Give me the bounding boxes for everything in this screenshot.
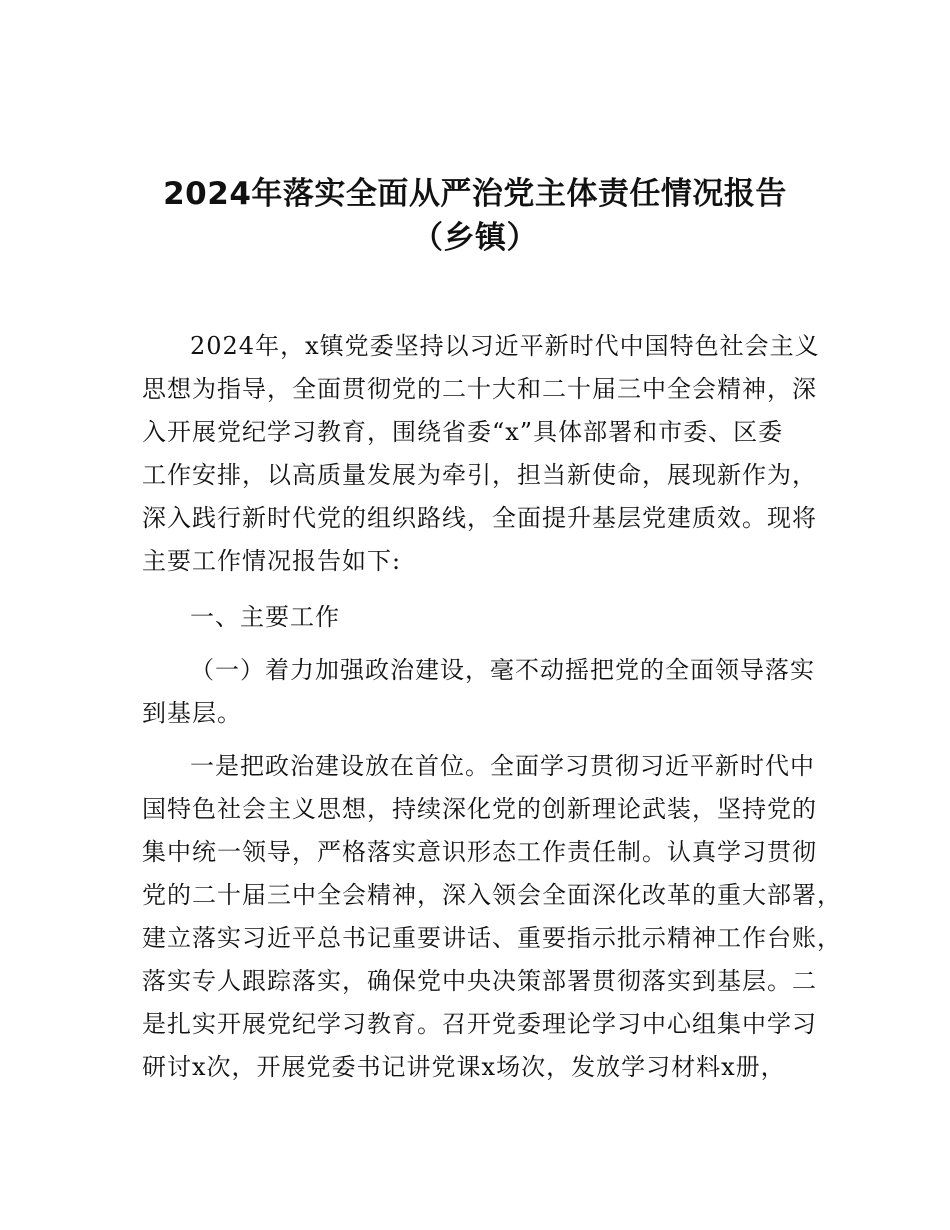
- document-title: 2024年落实全面从严治党主体责任情况报告: [163, 176, 787, 212]
- body-line: 研讨x次，开展党委书记讲党课x场次，发放学习材料x册，: [142, 1053, 786, 1081]
- body-line: 集中统一领导，严格落实意识形态工作责任制。认真学习贯彻: [142, 838, 817, 866]
- section-heading: 一、主要工作: [190, 603, 340, 631]
- subsection-heading: （一）着力加强政治建设，毫不动摇把党的全面领导落实: [190, 656, 815, 684]
- intro-line: 主要工作情况报告如下:: [142, 547, 402, 575]
- intro-line: 深入践行新时代党的组织路线，全面提升基层党建质效。现将: [142, 504, 817, 532]
- intro-line: 思想为指导，全面贯彻党的二十大和二十届三中全会精神，深: [142, 375, 817, 403]
- body-line: 建立落实习近平总书记重要讲话、重要指示批示精神工作台账，: [142, 924, 842, 952]
- subsection-heading: 到基层。: [142, 699, 242, 727]
- body-line: 是扎实开展党纪学习教育。召开党委理论学习中心组集中学习: [142, 1010, 817, 1038]
- body-line: 党的二十届三中全会精神，深入领会全面深化改革的重大部署，: [142, 881, 842, 909]
- document-subtitle: （乡镇）: [412, 220, 538, 256]
- body-line: 国特色社会主义思想，持续深化党的创新理论武装，坚持党的: [142, 795, 817, 823]
- intro-line: 工作安排，以高质量发展为牵引，担当新使命，展现新作为，: [142, 461, 817, 489]
- intro-line: 入开展党纪学习教育，围绕省委“x”具体部署和市委、区委: [142, 418, 784, 446]
- intro-line: 2024年，x镇党委坚持以习近平新时代中国特色社会主义: [190, 332, 820, 360]
- body-line: 落实专人跟踪落实，确保党中央决策部署贯彻落实到基层。二: [142, 967, 817, 995]
- body-line: 一是把政治建设放在首位。全面学习贯彻习近平新时代中: [190, 752, 815, 780]
